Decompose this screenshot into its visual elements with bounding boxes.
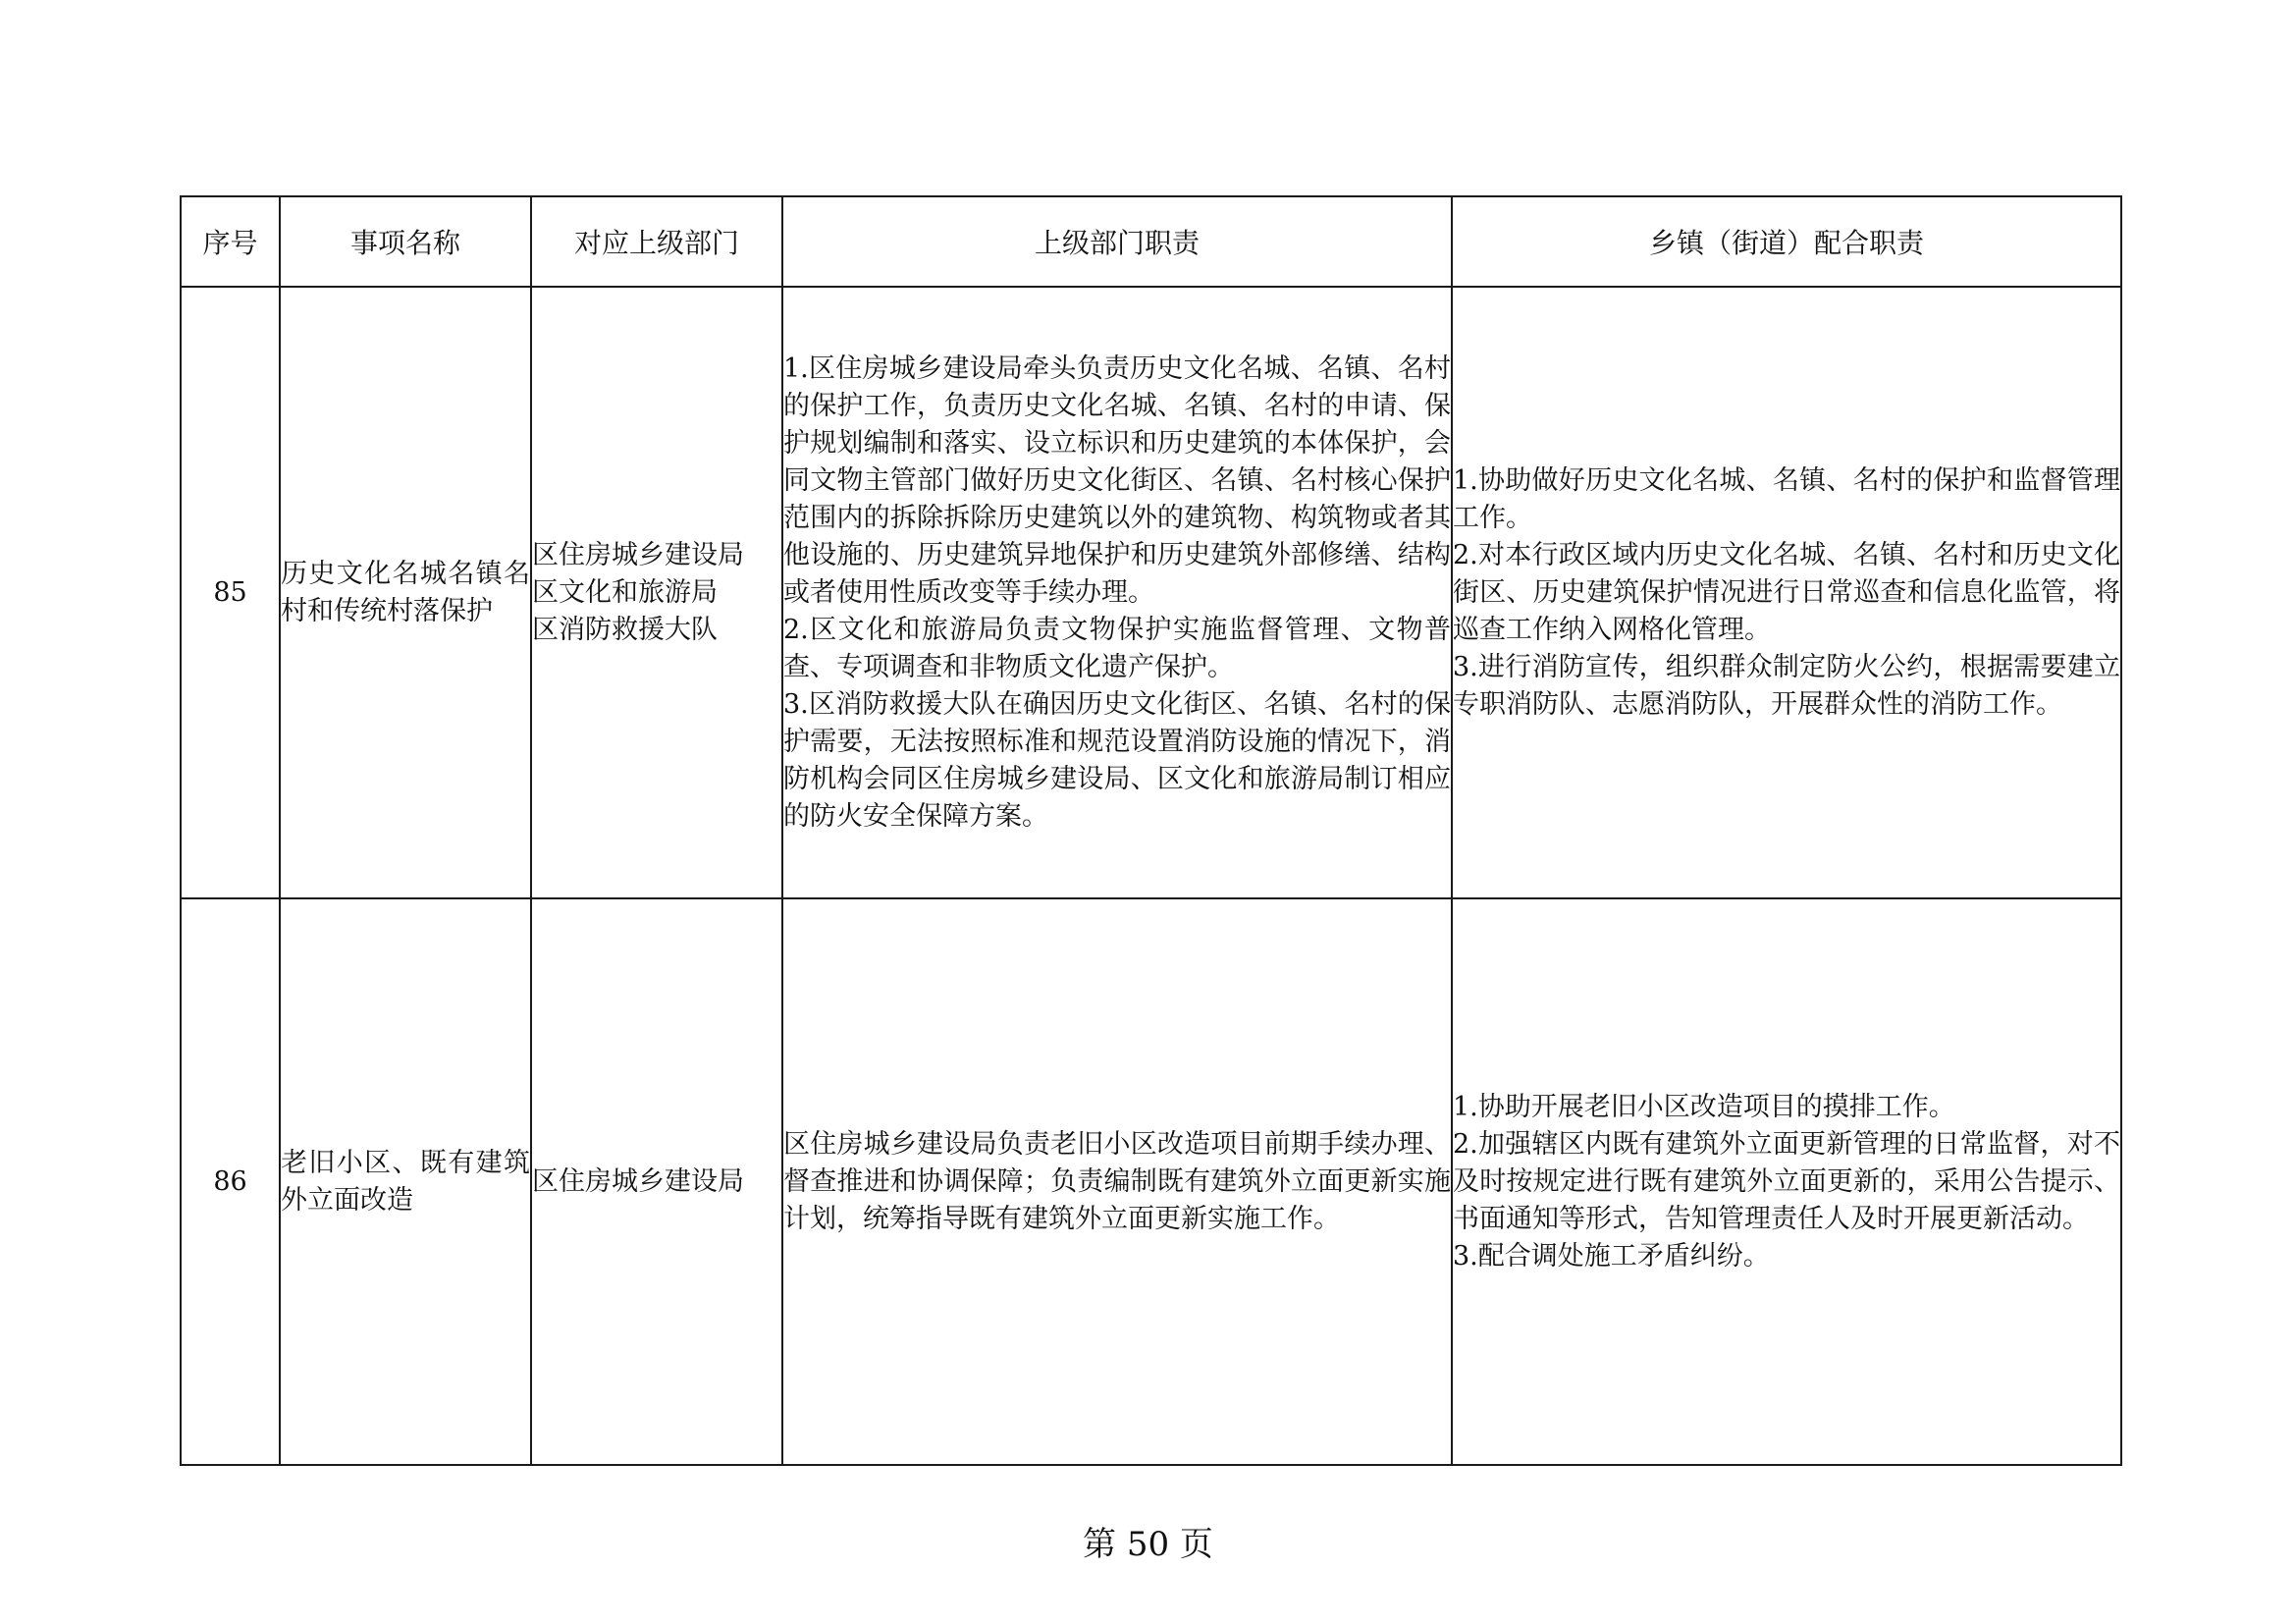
table-row [181,287,2121,898]
department: 区住房城乡建设局 [532,539,744,570]
coop-item: 3.进行消防宣传，组织群众制定防火公约，根据需要建立专职消防队、志愿消防队，开展群众性的消防工作。 [1453,651,2120,720]
duty-item: 1.区住房城乡建设局牵头负责历史文化名城、名镇、名村的保护工作，负责历史文化名城、名镇、名村的申请、保护规划编制和落实、设立标识和历史建筑的本体保护，会同文物主管部门做好历史文化街区、名镇、名村核心保护范围内的拆除拆除历史建筑以外的建筑物、构筑物或者其他设施的、历史建筑异地保护和历史建筑外部修缮、结构或者使用性质改变等手续办理。 [783,352,1451,608]
header-num: 序号 [181,196,280,287]
department: 区住房城乡建设局 [532,1165,744,1197]
item-name: 历史文化名城名镇名村和传统村落保护 [280,287,531,898]
coop-item: 3.配合调处施工矛盾纠纷。 [1453,1240,1770,1272]
page-number: 第 50 页 [1083,1525,1213,1564]
superior-duty [782,898,1452,1465]
duty-item: 区住房城乡建设局负责老旧小区改造项目前期手续办理、督查推进和协调保障；负责编制既有建筑外立面更新实施计划，统筹指导既有建筑外立面更新实施工作。 [783,1128,1451,1234]
table-row [181,898,2121,1465]
item-name: 老旧小区、既有建筑外立面改造 [280,898,531,1465]
table-header-row [181,196,2121,287]
duty-table [180,195,2122,1466]
department: 区文化和旅游局 [532,576,718,608]
coop-item: 1.协助做好历史文化名城、名镇、名村的保护和监督管理工作。 [1453,464,2120,533]
row-number: 86 [181,898,280,1465]
department: 区消防救援大队 [532,614,718,645]
coop-item: 1.协助开展老旧小区改造项目的摸排工作。 [1453,1091,1955,1122]
duty-item: 3.区消防救援大队在确因历史文化街区、名镇、名村的保护需要，无法按照标准和规范设置消防设施的情况下，消防机构会同区住房城乡建设局、区文化和旅游局制订相应的防火安全保障方案。 [783,688,1451,832]
row-number: 85 [181,287,280,898]
header-dept: 对应上级部门 [531,196,782,287]
department-list [531,898,782,1465]
cooperation-duty [1452,287,2121,898]
coop-item: 2.加强辖区内既有建筑外立面更新管理的日常监督，对不及时按规定进行既有建筑外立面更新的，采用公告提示、书面通知等形式，告知管理责任人及时开展更新活动。 [1453,1128,2120,1234]
header-coop: 乡镇（街道）配合职责 [1452,196,2121,287]
cooperation-duty [1452,898,2121,1465]
department-list [531,287,782,898]
superior-duty [782,287,1452,898]
header-name: 事项名称 [280,196,531,287]
coop-item: 2.对本行政区域内历史文化名城、名镇、名村和历史文化街区、历史建筑保护情况进行日常巡查和信息化监管，将巡查工作纳入网格化管理。 [1453,539,2120,645]
header-duty: 上级部门职责 [782,196,1452,287]
duty-item: 2.区文化和旅游局负责文物保护实施监督管理、文物普查、专项调查和非物质文化遗产保护。 [783,614,1451,682]
